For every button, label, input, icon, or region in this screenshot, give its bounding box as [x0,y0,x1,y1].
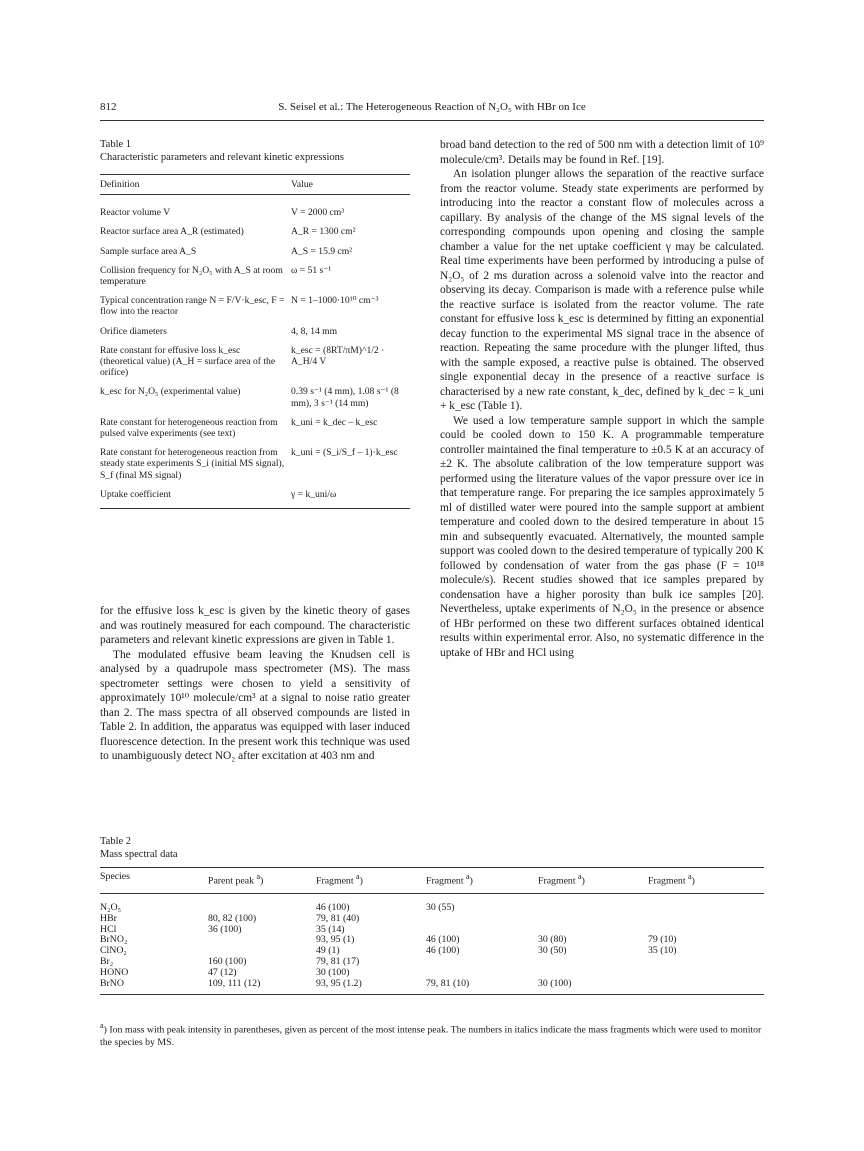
table1-definition-cell: Sample surface area A_S [100,245,197,257]
table2-caption: Mass spectral data [100,849,178,860]
table2-cell [426,957,538,968]
table2-cell: 35 (14) [316,923,345,935]
table2-col-header: Species [100,871,130,882]
left-body-text [100,604,410,764]
table2-cell: 80, 82 (100) [208,912,257,924]
table1-row [100,439,410,481]
footnote-mark: a [100,1021,104,1030]
table2-cell: HBr [100,912,117,924]
left-column [100,138,410,509]
table2-cell: 109, 111 (12) [208,977,261,989]
table2-cell: 79, 81 (17) [316,956,360,968]
table2-row [100,894,764,914]
table2-cell: 93, 95 (1) [316,934,355,946]
table2-row [100,957,764,968]
table2-cell [648,968,764,979]
table2 [100,867,764,995]
table2-cell: 30 (100) [538,977,572,989]
table1-definition-cell: Reactor surface area A_R (estimated) [100,226,244,238]
table1-value-cell: A_S = 15.9 cm² [291,245,353,257]
table2-cell: 47 (12) [208,966,237,978]
table1-row [100,481,410,509]
running-head [100,101,764,117]
table1-col-definition: Definition [100,179,140,190]
table2-cell: BrNO [100,977,124,989]
table2-cell: HONO [100,966,129,978]
table1-row [100,337,410,379]
table1-value-cell: k_uni = (S_i/S_f – 1)·k_esc [291,447,398,459]
table1-definition-cell: Orifice diameters [100,325,167,337]
table2-cell: N₂O₅ [100,902,121,914]
table1-row [100,257,410,287]
paragraph: The modulated effusive beam leaving the Knudsen cell is analysed by a quadrupole mass spectrometer (MS). The mass spectrometer settings were chosen to yield a sensitivity of approximately 10¹⁰ molecule/cm³ at a signal to noise ratio greater than 2. The mass spectra of all observed compounds are listed in Table 2. In addition, the apparatus was equipped with laser induced fluorescence detection. In the present work this technique was used to unambiguously detect NO₂ after excitation at 403 nm and [100,648,410,762]
table2-cell [208,894,316,914]
table1-value-cell: N = 1–1000·10¹⁰ cm⁻³ [291,295,379,307]
table1-definition-cell: Typical concentration range N = F/V·k_esc, F = flow into the reactor [100,295,285,318]
paragraph: An isolation plunger allows the separation of the reactive surface from the reactor volume. Steady state experiments are performed by introducing into the reactor a constant flow of molecules across a capillary. By analysis of the change of the MS signal levels of the corresponding compounds upon opening and closing the sample chamber a value for the net uptake coefficient γ may be calculated. Real time experiments have been performed by introducing a pulse of N₂O₅ of 2 ms duration across a solenoid valve into the reactor and observing its decay. Comparison is made with a reference pulse while the reactive surface is isolated from the reactor volume. The rate constant for effusive loss k_esc is determined by fitting an exponential decay function to the experimental MS signal trace in the absence of reaction. Repeating the same procedure with the plunger lifted, thus with the sample exposed, a reactive pulse is obtained. The observed single exponential decay in the presence of a reactive surface is characterised by a new rate constant, k_dec, defined by k_dec = k_uni + k_esc (Table 1). [440,168,764,412]
table2-cell: HCl [100,923,117,935]
table1-caption: Characteristic parameters and relevant kinetic expressions [100,152,345,163]
header-rule [100,120,764,121]
table1-definition-cell: Rate constant for effusive loss k_esc (theoretical value) (A_H = surface area of the orifice) [100,344,276,379]
footnote-text: Ion mass with peak intensity in parentheses, given as percent of the most intense peak. The numbers in italics indicate the mass fragments which were used to monitor the species by MS. [100,1024,762,1048]
table2-cell: ClNO₂ [100,945,127,957]
table1 [100,174,410,509]
table2-cell [648,914,764,925]
table2-col-header: Fragment $^a$) [316,872,363,887]
table1-row [100,409,410,439]
table1-value-cell: A_R = 1300 cm² [291,226,356,238]
table2-col-header: Parent peak $^a$) [208,872,264,887]
table1-row [100,318,410,337]
right-column [440,138,764,660]
table2-col-header: Fragment $^a$) [648,872,695,887]
table1-value-cell: k_esc = (8RT/πM)^1/2 · A_H/4 V [291,344,385,368]
page-number: 812 [100,101,117,113]
table2-cell: 79 (10) [648,934,677,946]
table2-header-row [100,868,764,894]
table1-row [100,238,410,257]
table2-cell: 93, 95 (1.2) [316,977,362,989]
table1-header-row [100,175,410,195]
table2-cell: BrNO₂ [100,934,128,946]
table2-caption-block [100,835,178,861]
table2-cell: 46 (100) [426,934,460,946]
table2-cell [538,957,648,968]
running-title: S. Seisel et al.: The Heterogeneous Reaction of N₂O₅ with HBr on Ice [278,101,586,113]
table2-cell [538,914,648,925]
table1-definition-cell: Uptake coefficient [100,488,171,500]
table1-row [100,287,410,317]
table2-row [100,979,764,995]
table2-cell [648,894,764,914]
footnote-mark: a [578,872,582,881]
table1-row [100,378,410,408]
table1-value-cell: ω = 51 s⁻¹ [291,264,332,276]
table2-cell: 79, 81 (10) [426,977,470,989]
table2-cell [208,935,316,946]
table2-cell: 46 (100) [316,902,350,914]
table1-row [100,218,410,237]
table2-cell: Br₂ [100,956,114,968]
table2-cell [648,979,764,995]
table1-value-cell: V = 2000 cm³ [291,207,345,219]
table1-value-cell: γ = k_uni/ω [291,488,337,500]
table2-cell [426,914,538,925]
footnote-mark: a [256,872,261,881]
table1-definition-cell: k_esc for N₂O₅ (experimental value) [100,386,241,398]
table1-value-cell: 4, 8, 14 mm [291,325,338,337]
footnote-mark: a [356,872,360,881]
table1-body [100,195,410,509]
table1-definition-cell: Collision frequency for N₂O₅ with A_S at room temperature [100,264,283,288]
table2-cell: 160 (100) [208,956,247,968]
table2-col-header: Fragment $^a$) [538,872,585,887]
table2-cell: 35 (10) [648,945,677,957]
table2-row [100,946,764,957]
table1-definition-cell: Rate constant for heterogeneous reaction from pulsed valve experiments (see text) [100,416,278,440]
table2-cell: 30 (100) [316,966,350,978]
table2-body [100,894,764,995]
table1-value-cell: 0.39 s⁻¹ (4 mm), 1.08 s⁻¹ (8 mm), 3 s⁻¹ (14 mm) [291,386,399,409]
table1-col-value: Value [291,179,313,190]
paragraph: broad band detection to the red of 500 nm with a detection limit of 10⁹ molecule/cm³. Details may be found in Ref. [19]. [440,139,764,166]
table1-label: Table 1 [100,139,132,150]
paragraph: We used a low temperature sample support in which the sample could be cooled down to 150 K. A programmable temperature controller maintained the final temperature to ±0.5 K at an accuracy of ±2 K. The absolute calibration of the low temperature support was performed using the literature values of the vapor pressure over ice in that temperature range. For preparing the ice samples approximately 5 ml of distilled water were poured into the sample support at ambient temperature and cooled down to the desired temperature in about 15 min and subsequently evacuated. Alternatively, the mounted sample support was cooled down to the desired temperature of typically 200 K followed by condensation of water from the gas phase (F = 10¹⁸ molecule/s). Recent studies showed that ice samples prepared by condensation have a higher porosity than bulk ice samples [20]. Nevertheless, uptake experiments of N₂O₅ in the presence or absence of HBr performed on these two different surfaces obtained identical results within experimental error. Also, no systematic difference in the uptake of HBr and HCl using [440,414,764,659]
table2-cell: 30 (80) [538,934,567,946]
table2-cell [538,894,648,914]
table2-cell [648,957,764,968]
table1-value-cell: k_uni = k_dec – k_esc [291,416,378,428]
footnote-mark: a [466,872,470,881]
table2-cell: 46 (100) [426,945,460,957]
table2-cell: 30 (50) [538,945,567,957]
table2-cell: 49 (1) [316,945,340,957]
table2-row [100,914,764,925]
table2-label: Table 2 [100,836,132,847]
table2-col-header: Fragment $^a$) [426,872,473,887]
table2-cell: 30 (55) [426,902,455,914]
table1-row [100,195,410,219]
paragraph: for the effusive loss k_esc is given by the kinetic theory of gases and was routinely measured for each compound. The characteristic parameters and relevant kinetic expressions are given in Table 1. [100,605,410,646]
table1-definition-cell: Reactor volume V [100,207,171,219]
table2-cell: 36 (100) [208,923,242,935]
table2-cell: 79, 81 (40) [316,912,360,924]
footnote-mark: a [688,872,692,881]
table2-footnote: $^a$) Ion mass with peak intensity in parentheses, given as percent of the most intense peak. The numbers in italics indicate the mass fragments which were used to monitor the species by MS. [100,1021,762,1048]
table1-definition-cell: Rate constant for heterogeneous reaction from steady state experiments S_i (initial MS signal), S_f (final MS signal) [100,447,285,481]
table1-caption-block [100,138,410,164]
